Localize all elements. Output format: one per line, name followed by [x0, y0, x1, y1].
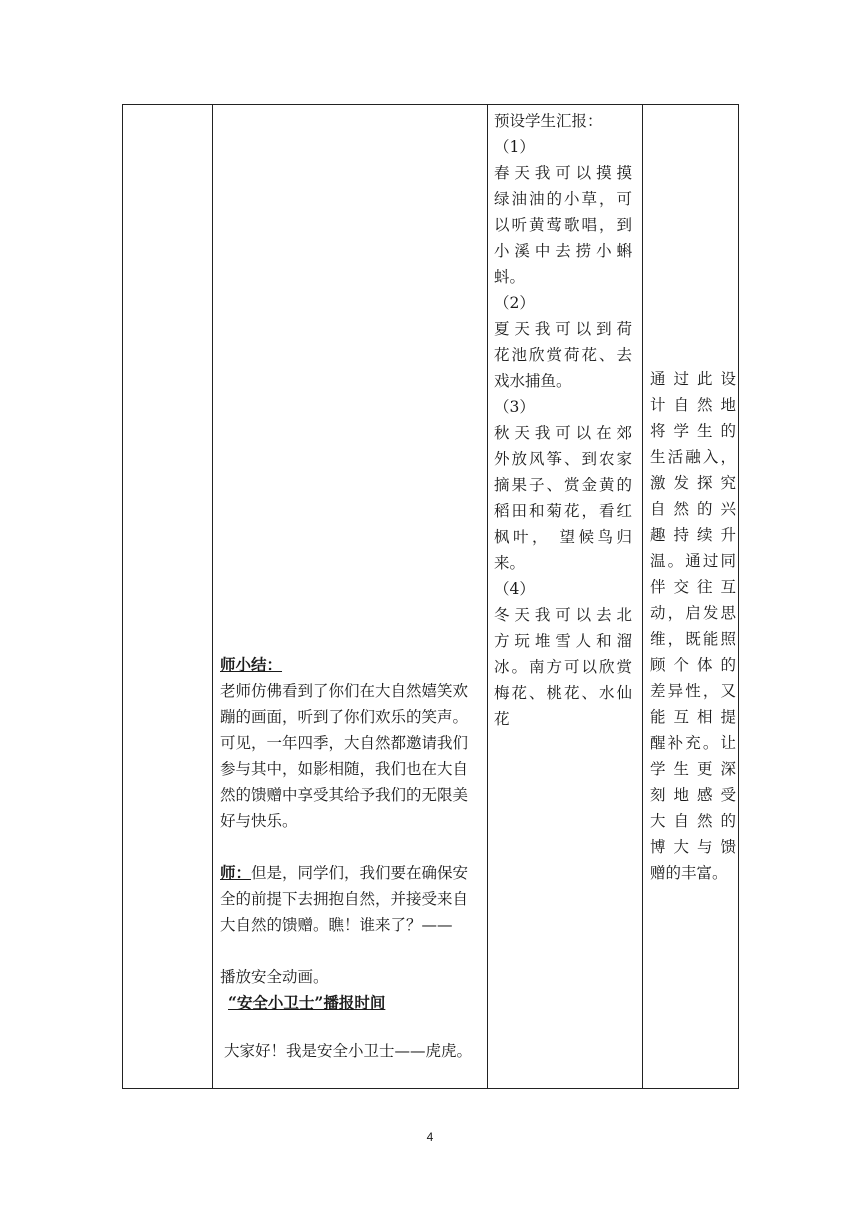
response-number: （4） [494, 580, 535, 598]
table-left-border [122, 104, 123, 1089]
intent-line: 通过此设 [650, 370, 736, 388]
response-line: 花池欣赏荷花、去 [494, 346, 632, 364]
intent-line: 动，启发思 [650, 604, 736, 622]
response-line: 梅花、桃花、水仙 [494, 684, 632, 702]
table-bottom-border [122, 1088, 739, 1089]
intent-line: 差异性，又 [650, 682, 736, 700]
design-intent-cell [650, 366, 736, 886]
response-line: 夏天我可以到荷 [494, 320, 632, 338]
intent-line: 维，既能照 [650, 630, 736, 648]
response-line: 方玩堆雪人和溜 [494, 632, 632, 650]
intent-line: 赠的丰富。 [650, 864, 728, 882]
response-line: 稻田和菊花，看红 [494, 502, 632, 520]
column-divider-1 [212, 104, 213, 1089]
table-top-border [122, 104, 739, 105]
response-line: 绿油油的小草，可 [494, 190, 632, 208]
response-line: 戏水捕鱼。 [494, 372, 572, 390]
response-item-3 [494, 394, 632, 576]
response-line: 春天我可以摸摸 [494, 164, 632, 182]
intent-line: 激发探究 [650, 474, 736, 492]
intent-line: 顾个体的 [650, 656, 736, 674]
teacher-label: 师： [220, 863, 252, 882]
lesson-table [122, 104, 739, 1089]
response-line: 蚪。 [494, 268, 526, 286]
teacher-text: 但是，同学们，我们要在确保安全的前提下去拥抱自然，并接受来自大自然的馈赠。瞧！谁来了？—— [220, 864, 469, 934]
response-item-4 [494, 576, 632, 732]
intent-line: 伴交往互 [650, 578, 736, 596]
teacher-activity-cell [220, 652, 478, 1064]
response-line: 摘果子、赏金黄的 [494, 476, 632, 494]
response-line: 花 [494, 710, 510, 728]
response-line: 枫叶， 望候鸟归 [494, 528, 632, 546]
page-number: 4 [426, 1130, 434, 1144]
response-line: 秋天我可以在郊 [494, 424, 632, 442]
intent-line: 自然的兴 [650, 500, 736, 518]
intent-line: 生活融入， [650, 448, 736, 466]
summary-text: 老师仿佛看到了你们在大自然嬉笑欢蹦的画面，听到了你们欢乐的笑声。可见，一年四季，大自然都邀请我们参与其中，如影相随，我们也在大自然的馈赠中享受其给予我们的无限美好与快乐。 [220, 682, 469, 830]
column-divider-2 [487, 104, 488, 1089]
blank-line [220, 834, 478, 860]
intent-line: 能互相提 [650, 708, 736, 726]
intent-line: 博大与馈 [650, 838, 736, 856]
summary-label-line [220, 652, 478, 678]
intent-line: 大自然的 [650, 812, 736, 830]
intent-line: 学生更深 [650, 760, 736, 778]
blank-line [220, 1016, 478, 1038]
intent-line: 刻地感受 [650, 786, 736, 804]
response-number: （1） [494, 138, 535, 156]
response-number: （3） [494, 398, 535, 416]
table-right-border [738, 104, 739, 1089]
column-divider-3 [642, 104, 643, 1089]
play-text: 播放安全动画。 [220, 968, 329, 986]
summary-label: 师小结： [220, 655, 283, 674]
response-line: 小溪中去捞小蝌 [494, 242, 632, 260]
response-line: 冰。南方可以欣赏 [494, 658, 632, 676]
response-line: 来。 [494, 554, 526, 572]
broadcast-title: “安全小卫士”播报时间 [228, 993, 386, 1012]
intent-line: 温。通过同 [650, 552, 736, 570]
response-item-1 [494, 134, 632, 290]
response-line: 冬天我可以去北 [494, 606, 632, 624]
teacher-paragraph [220, 860, 478, 938]
student-intro: 预设学生汇报： [494, 112, 603, 130]
response-line: 以听黄莺歌唱，到 [494, 216, 632, 234]
hello-text: 大家好！我是安全小卫士——虎虎。 [224, 1042, 473, 1060]
intent-line: 计自然地 [650, 396, 736, 414]
response-line: 外放风筝、到农家 [494, 450, 632, 468]
broadcast-title-line [220, 990, 478, 1016]
intent-line: 醒补充。让 [650, 734, 736, 752]
blank-line [220, 938, 478, 964]
response-item-2 [494, 290, 632, 394]
intent-line: 将学生的 [650, 422, 736, 440]
response-number: （2） [494, 294, 535, 312]
student-response-cell [494, 108, 632, 732]
intent-line: 趣持续升 [650, 526, 736, 544]
